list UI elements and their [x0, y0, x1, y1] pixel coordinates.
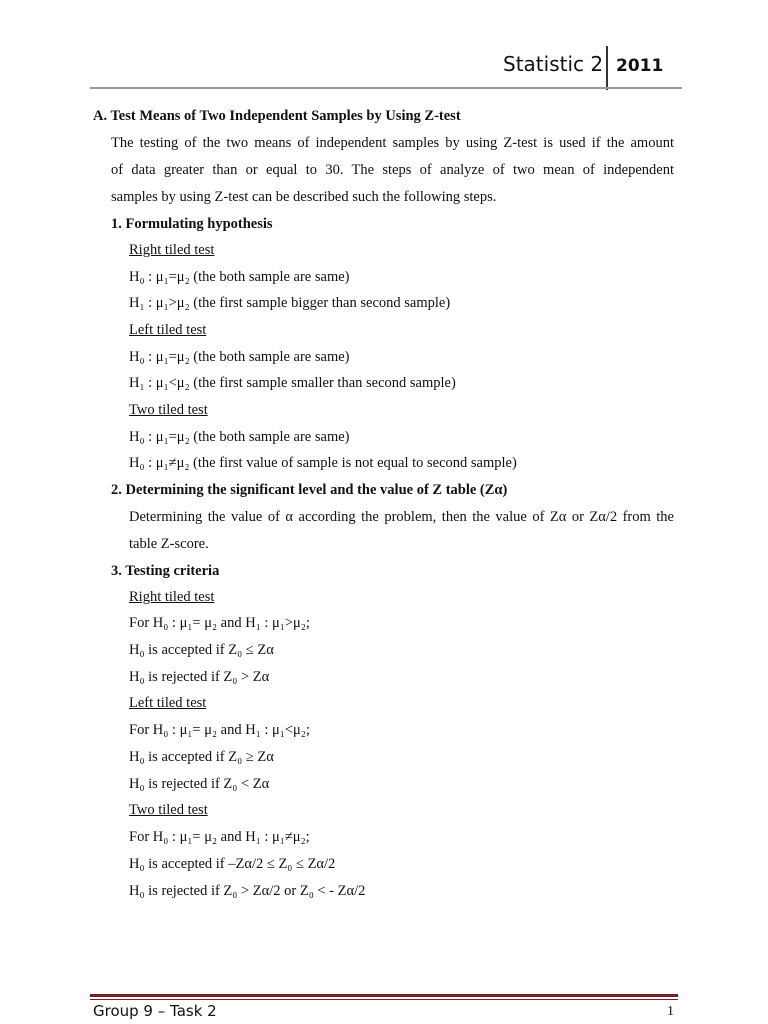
step1-left-label: Left tiled test	[129, 322, 207, 338]
step1-two-h1: H₀ : μ₁≠μ₂ (the first value of sample is not equal to second sample)	[129, 455, 517, 471]
step3-right-for: For H₀ : μ₁= μ₂ and H₁ : μ₁>μ₂;	[129, 615, 310, 631]
step1-two-h0: H₀ : μ₁=μ₂ (the both sample are same)	[129, 429, 350, 445]
step1-right-h0: H₀ : μ₁=μ₂ (the both sample are same)	[129, 269, 350, 285]
header-title: Statistic 2	[503, 52, 604, 76]
step1-right-label: Right tiled test	[129, 242, 215, 258]
step3-two-rejected: H₀ is rejected if Z₀ > Zα/2 or Z₀ < - Zα/2	[129, 883, 366, 899]
step3-right-accepted: H₀ is accepted if Z₀ ≤ Zα	[129, 642, 274, 658]
page-number: 1	[667, 1004, 674, 1019]
footer-rule-thin	[90, 999, 678, 1000]
footer-group-task: Group 9 – Task 2	[93, 1002, 217, 1020]
step2-line-1: Determining the value of α according the problem, then the value of Zα or Zα/2 from the	[129, 509, 674, 525]
step3-two-for: For H₀ : μ₁= μ₂ and H₁ : μ₁≠μ₂;	[129, 829, 310, 845]
header-rule	[90, 87, 682, 89]
header-year: 2011	[616, 56, 664, 76]
step1-right-h1: H₁ : μ₁>μ₂ (the first sample bigger than second sample)	[129, 295, 451, 311]
step3-two-label: Two tiled test	[129, 802, 208, 818]
step2-line-2: table Z-score.	[129, 536, 209, 552]
step3-left-label: Left tiled test	[129, 695, 207, 711]
step3-heading: 3. Testing criteria	[111, 563, 220, 579]
intro-line-1: The testing of the two means of independent samples by using Z-test is used if the amount	[111, 135, 674, 151]
step1-left-h1: H₁ : μ₁<μ₂ (the first sample smaller than second sample)	[129, 375, 456, 391]
section-heading: A. Test Means of Two Independent Samples by Using Z-test	[93, 108, 461, 124]
intro-line-2: of data greater than or equal to 30. The steps of analyze of two mean of independent	[111, 162, 674, 178]
step1-left-h0: H₀ : μ₁=μ₂ (the both sample are same)	[129, 349, 350, 365]
intro-line-3: samples by using Z-test can be described such the following steps.	[111, 189, 497, 205]
step3-left-accepted: H₀ is accepted if Z₀ ≥ Zα	[129, 749, 274, 765]
step3-right-rejected: H₀ is rejected if Z₀ > Zα	[129, 669, 270, 685]
step1-two-label: Two tiled test	[129, 402, 208, 418]
step3-right-label: Right tiled test	[129, 589, 215, 605]
step2-heading: 2. Determining the significant level and the value of Z table (Zα)	[111, 482, 508, 498]
step1-heading: 1. Formulating hypothesis	[111, 216, 273, 232]
step3-left-for: For H₀ : μ₁= μ₂ and H₁ : μ₁<μ₂;	[129, 722, 310, 738]
step3-left-rejected: H₀ is rejected if Z₀ < Zα	[129, 776, 270, 792]
footer-rule	[90, 994, 678, 997]
step3-two-accepted: H₀ is accepted if –Zα/2 ≤ Z₀ ≤ Zα/2	[129, 856, 336, 872]
header-divider	[606, 46, 608, 90]
